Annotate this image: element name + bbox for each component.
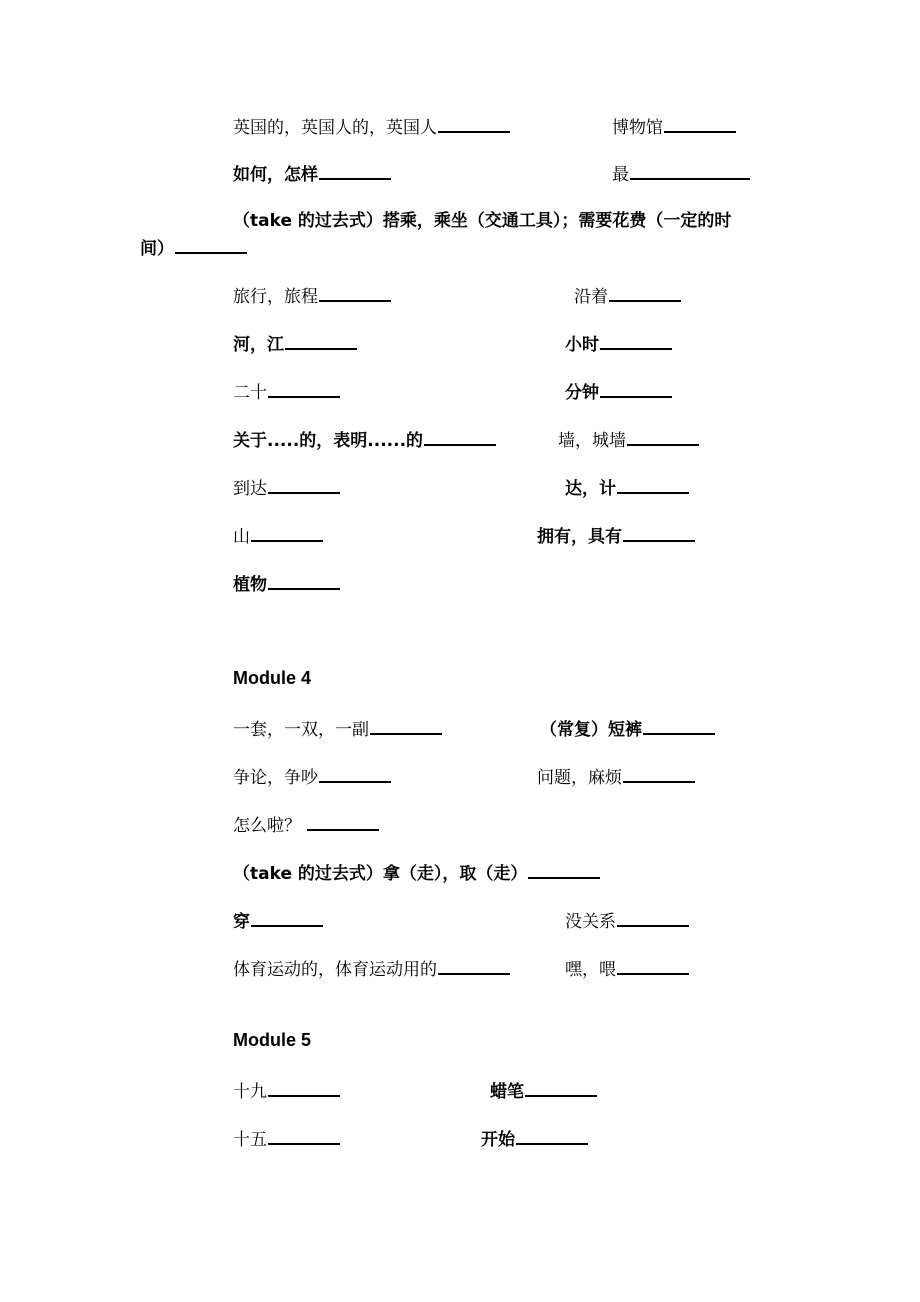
vocab-item: 植物 bbox=[233, 571, 340, 596]
answer-blank[interactable] bbox=[600, 331, 672, 350]
vocab-item: 英国的，英国人的，英国人 bbox=[233, 114, 510, 139]
answer-blank[interactable] bbox=[319, 161, 391, 180]
vocab-item: 二十 bbox=[233, 379, 340, 404]
answer-blank[interactable] bbox=[268, 379, 340, 398]
vocab-item: 拥有，具有 bbox=[537, 523, 695, 548]
vocab-item: 小时 bbox=[565, 331, 672, 356]
answer-blank[interactable] bbox=[268, 1078, 340, 1097]
answer-blank[interactable] bbox=[664, 114, 736, 133]
answer-blank[interactable] bbox=[609, 283, 681, 302]
answer-blank[interactable] bbox=[617, 908, 689, 927]
answer-blank[interactable] bbox=[617, 956, 689, 975]
answer-blank[interactable] bbox=[617, 475, 689, 494]
vocab-item: 山 bbox=[233, 523, 323, 548]
answer-blank[interactable] bbox=[516, 1126, 588, 1145]
answer-blank[interactable] bbox=[319, 764, 391, 783]
answer-blank[interactable] bbox=[623, 523, 695, 542]
vocab-item: 关于.....的，表明......的 bbox=[233, 427, 496, 452]
answer-blank[interactable] bbox=[251, 908, 323, 927]
vocab-item: 嘿，喂 bbox=[565, 956, 689, 981]
answer-blank[interactable] bbox=[627, 427, 699, 446]
vocab-item: 没关系 bbox=[565, 908, 689, 933]
answer-blank[interactable] bbox=[630, 161, 750, 180]
vocab-item: 博物馆 bbox=[612, 114, 736, 139]
vocab-item: 间） bbox=[140, 235, 247, 260]
answer-blank[interactable] bbox=[623, 764, 695, 783]
vocab-item: 开始 bbox=[481, 1126, 588, 1151]
vocab-item: 蜡笔 bbox=[490, 1078, 597, 1103]
answer-blank[interactable] bbox=[268, 571, 340, 590]
module-5-heading: Module 5 bbox=[233, 1030, 312, 1050]
vocab-item: 争论，争吵 bbox=[233, 764, 391, 789]
answer-blank[interactable] bbox=[528, 860, 600, 879]
vocab-item: 如何，怎样 bbox=[233, 161, 391, 186]
vocab-item: 最 bbox=[612, 161, 750, 186]
answer-blank[interactable] bbox=[319, 283, 391, 302]
vocab-item: 达，计 bbox=[565, 475, 689, 500]
answer-blank[interactable] bbox=[175, 235, 247, 254]
vocab-item: （take 的过去式）拿（走），取（走） bbox=[233, 860, 600, 885]
vocab-item: （take 的过去式）搭乘，乘坐（交通工具）；需要花费（一定的时 bbox=[233, 211, 732, 231]
answer-blank[interactable] bbox=[370, 716, 442, 735]
vocab-item: 十五 bbox=[233, 1126, 340, 1151]
vocab-item: （常复）短裤 bbox=[540, 716, 715, 741]
vocab-item: 河，江 bbox=[233, 331, 357, 356]
answer-blank[interactable] bbox=[285, 331, 357, 350]
vocab-item: 旅行，旅程 bbox=[233, 283, 391, 308]
vocab-item: 分钟 bbox=[565, 379, 672, 404]
answer-blank[interactable] bbox=[643, 716, 715, 735]
answer-blank[interactable] bbox=[525, 1078, 597, 1097]
vocab-item: 穿 bbox=[233, 908, 323, 933]
answer-blank[interactable] bbox=[424, 427, 496, 446]
answer-blank[interactable] bbox=[600, 379, 672, 398]
vocab-item: 一套，一双，一副 bbox=[233, 716, 442, 741]
vocab-item: 十九 bbox=[233, 1078, 340, 1103]
answer-blank[interactable] bbox=[268, 1126, 340, 1145]
vocab-item: 怎么啦？ bbox=[233, 812, 379, 837]
vocab-item: 体育运动的，体育运动用的 bbox=[233, 956, 510, 981]
vocab-item: 沿着 bbox=[574, 283, 681, 308]
answer-blank[interactable] bbox=[438, 956, 510, 975]
answer-blank[interactable] bbox=[438, 114, 510, 133]
answer-blank[interactable] bbox=[268, 475, 340, 494]
module-4-heading: Module 4 bbox=[233, 668, 312, 688]
answer-blank[interactable] bbox=[307, 812, 379, 831]
vocab-item: 墙，城墙 bbox=[558, 427, 699, 452]
vocab-item: 问题，麻烦 bbox=[537, 764, 695, 789]
vocab-item: 到达 bbox=[233, 475, 340, 500]
answer-blank[interactable] bbox=[251, 523, 323, 542]
